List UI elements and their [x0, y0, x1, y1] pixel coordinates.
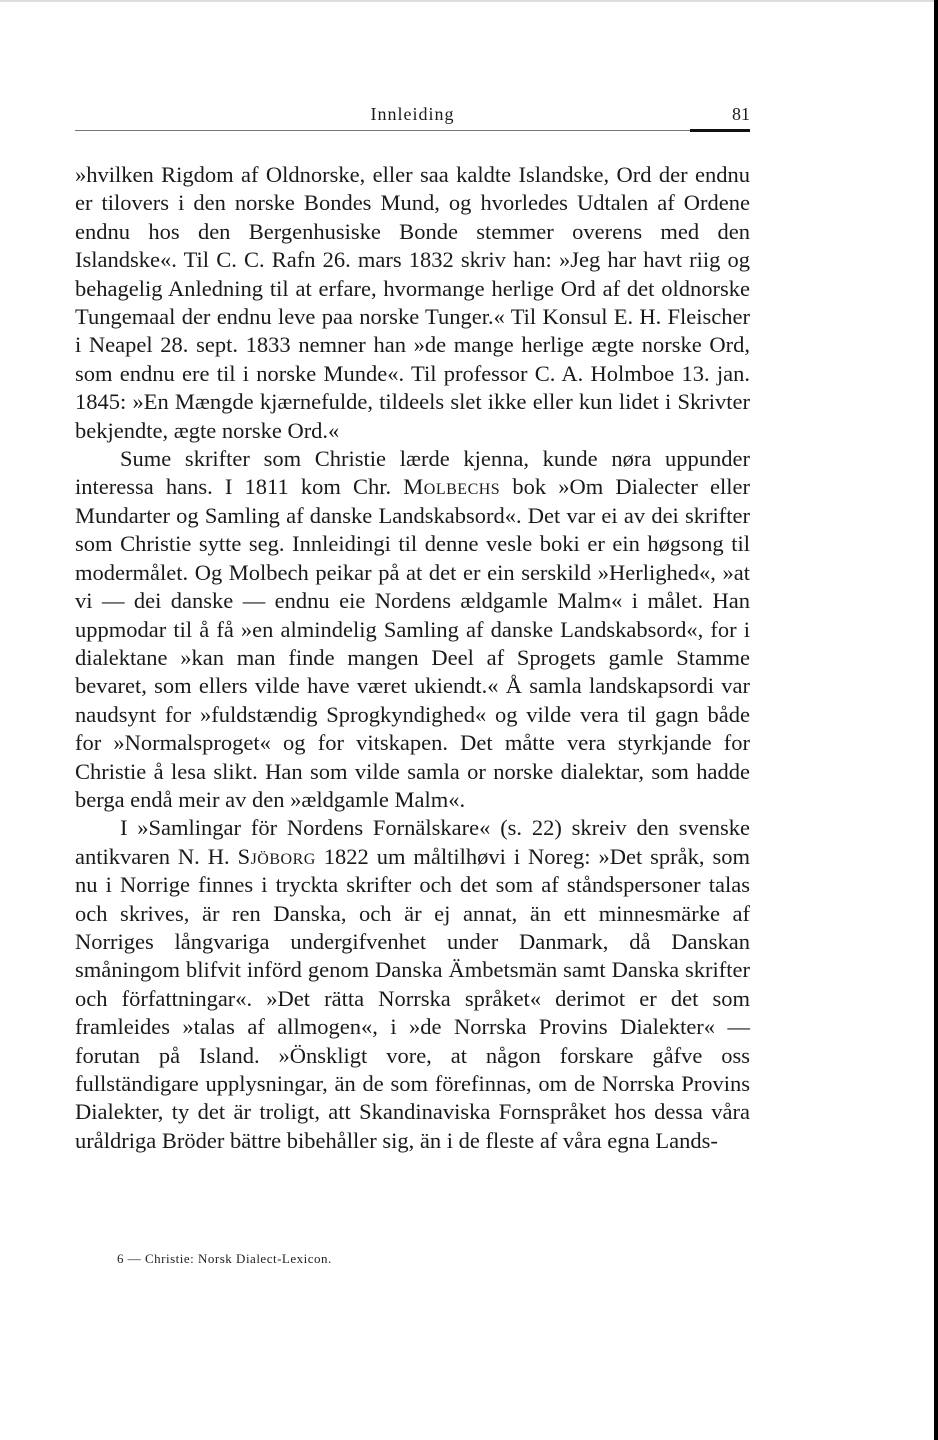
paragraph-3-part-2: 1822 um måltilhøvi i Noreg: »Det språk, som nu i Norrige finnes i tryckta skrifter och det som af ståndspersoner talas och skrives, är ren Danska, och är ej annat, än ett minnesmärke af Norriges långvariga undergifvenhet under Danmark, då Danskan småningom blifvit införd genom Danska Ämbetsmän samt Danska skrifter och författningar«. »Det rätta Norrska språket« derimot er det som framleides »talas af allmogen«, i »de Norrska Provins Dialekter« — forutan på Island. »Önskligt vore, at någon forskare gåfve oss fullständigare upplysningar, än de som förefinnas, om de Norrska Provins Dialekter, ty det är troligt, att Skandinaviska Fornspråket hos dessa våra uråldriga Bröder bättre bibehåller sig, än i de fleste af våra egna Lands-: [75, 843, 750, 1153]
paragraph-1: »hvilken Rigdom af Oldnorske, eller saa kaldte Islandske, Ord der endnu er tilovers i den norske Bondes Mund, og hvorledes Udtalen af Ordene endnu hos den Bergenhusiske Bonde stemmer overens med den Islandske«. Til C. C. Rafn 26. mars 1832 skriv han: »Jeg har havt riig og behagelig Anledning til at erfare, hvormange herlige Ord af det oldnorske Tungemaal der endnu leve paa norske Tunger.« Til Konsul E. H. Fleischer i Neapel 28. sept. 1833 nemner han »de mange herlige ægte norske Ord, som endnu ere til i norske Munde«. Til professor C. A. Holmboe 13. jan. 1845: »En Mængde kjærnefulde, tildeels slet ikke eller kun lidet i Skrivter bekjendte, ægte norske Ord.«: [75, 162, 750, 443]
scan-top-edge: [0, 0, 938, 2]
paragraph-3-part-1: I »Samlingar för Nordens Fornälskare« (s. 22) skreiv den svenske antikvaren N. H.: [75, 815, 750, 869]
running-title: Innleiding: [370, 104, 455, 124]
body-text: [75, 161, 750, 1155]
scan-right-edge: [934, 0, 938, 1440]
paragraph-2: [75, 445, 750, 814]
book-page: [75, 100, 750, 1155]
paragraph-2-part-2: bok »Om Dialecter eller Mundarter og Samling af danske Landskabsord«. Det var ei av dei skrifter som Christie sytte seg. Innleidingi til denne vesle boki er ein høgsong til modermålet. Og Molbech peikar på at det er ein serskild »Herlighed«, »at vi — dei danske — endnu eie Nordens ældgamle Malm« i målet. Han uppmodar til å få »en almindelig Samling af danske Landskabsord«, for i dialektane »kan man finde mangen Deel af Sprogets gamle Stamme bevaret, som ellers vilde have været ukiendt.« Å samla landskapsordi var naudsynt for »fuldstændig Sprogkyndighed« og vilde vera til gagn både for »Normalsproget« og for vitskapen. Det måtte vera styrkjande for Christie å lesa slikt. Han som vilde samla or norske dialektar, som hadde berga endå meir av den »ældgamle Malm«.: [75, 474, 750, 812]
author-name-sjoborg: Sjöborg: [237, 843, 316, 869]
paragraph-3: [75, 814, 750, 1155]
signature-footer: 6 — Christie: Norsk Dialect-Lexicon.: [117, 1251, 332, 1266]
header-rule: [690, 129, 750, 132]
author-name-molbech: Molbechs: [403, 474, 501, 500]
page-header: [75, 100, 750, 131]
paragraph-2-part-1: Sume skrifter som Christie lærde kjenna, kunde nøra uppunder interessa hans. I 1811 kom Chr.: [75, 446, 750, 500]
page-number: 81: [732, 104, 750, 124]
